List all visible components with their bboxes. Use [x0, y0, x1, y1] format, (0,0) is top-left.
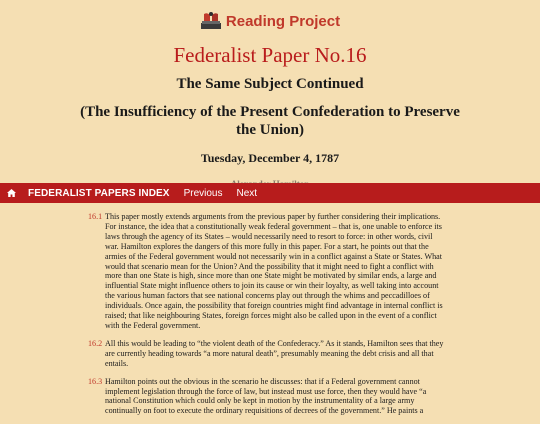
site-header — [0, 0, 540, 38]
paragraph-number[interactable]: 16.1 — [88, 212, 103, 221]
page-subtitle: The Same Subject Continued — [176, 76, 364, 92]
reading-project-logo-icon[interactable] — [200, 11, 222, 31]
home-button[interactable] — [0, 183, 22, 203]
page-subtitle-secondary: (The Insufficiency of the Present Confederation to Preserve the Union) — [80, 104, 460, 138]
paragraph-text: This paper mostly extends arguments from the previous paper by further considering their implications. For instance, the idea that a constitutionally weak federal government – that is, one unable to enforce its laws through the agency of its States – would necessarily need to resort to force: in other words, civil war. Hamilton explores the dangers of this more fully in this paper. For a start, he points out that the armies of the Federal government would not necessarily win in a conflict against a State or States. What would that scenario mean for the Union? And the possibility that it might need to fight a conflict with more than one State is high, since more than one State might be motivated by similar ends, a large and influential State might influence others to join its cause or win their loyalty, as well taking into account the various human factors that see national concerns play out through the whims and peccadilloes of individuals. Once again, the possibility that foreign countries might find advantage in internal conflict is raised; that like neighbouring States, foreign forces might also be called upon in the event of a conflict with the Federal government. — [105, 212, 443, 330]
federalist-index-link[interactable]: FEDERALIST PAPERS INDEX — [28, 187, 170, 199]
next-link[interactable]: Next — [236, 187, 258, 199]
paragraph — [88, 339, 448, 369]
paragraph-number[interactable]: 16.2 — [88, 338, 103, 348]
paragraph — [88, 377, 448, 417]
publication-date: Tuesday, December 4, 1787 — [200, 151, 340, 165]
navigation-bar — [0, 183, 540, 203]
previous-link[interactable]: Previous — [183, 187, 223, 199]
brand-name[interactable]: Reading Project — [225, 12, 341, 30]
paragraph-number[interactable]: 16.3 — [88, 376, 103, 386]
paragraph-text: Hamilton points out the obvious in the scenario he discusses: that if a Federal government cannot implement legislation through the force of law, but instead must use force, then they would have “a national Constitution which could only be kept in motion by the instrumentality of a large army continually on foot to execute the ordinary requisitions of decrees of the government.” He paints a — [105, 376, 427, 416]
home-icon — [7, 189, 16, 197]
paragraph — [88, 212, 448, 331]
article-body — [88, 212, 448, 424]
page-title: Federalist Paper No.16 — [173, 43, 367, 67]
paragraph-text: All this would be leading to “the violent death of the Confederacy.” As it stands, Hamilton sees that they are currently heading towards “a more natural death”, presumably meaning the debt crisis and all that entails. — [105, 338, 444, 368]
